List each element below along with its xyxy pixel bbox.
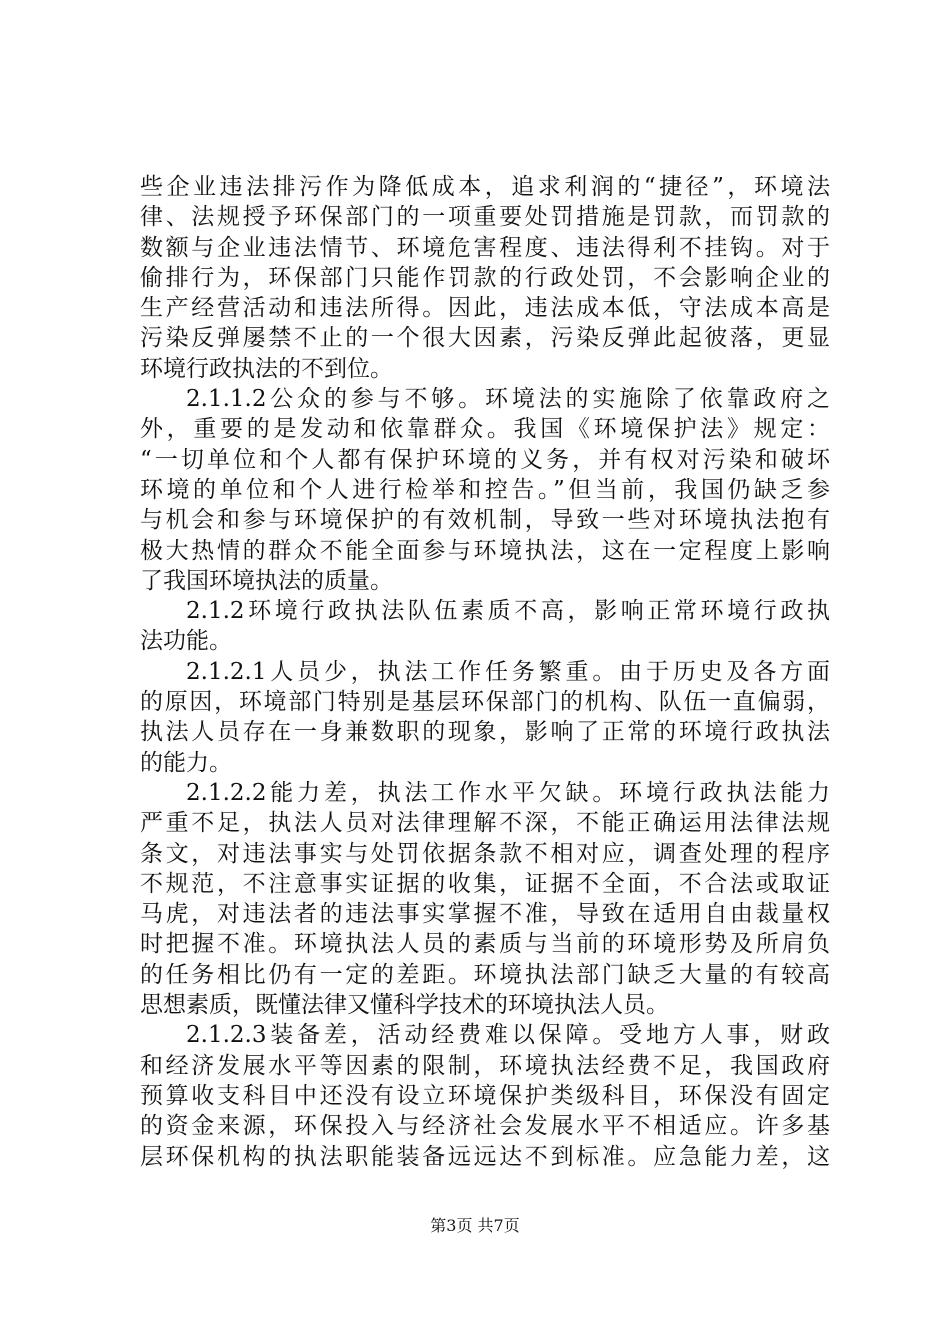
text-line: 2.1.2.1人员少，执法工作任务繁重。由于历史及各方面 bbox=[186, 658, 830, 685]
text-line: 马虎，对违法者的违法事实掌握不准，导致在适用自由裁量权 bbox=[140, 901, 830, 928]
text-line: 执法人员存在一身兼数职的现象，影响了正常的环境行政执法 bbox=[140, 719, 830, 746]
text-line: 不规范，不注意事实证据的收集，证据不全面，不合法或取证 bbox=[140, 870, 830, 897]
text-line: 层环保机构的执法职能装备远远达不到标准。应急能力差，这 bbox=[140, 1143, 830, 1170]
text-line: 偷排行为，环保部门只能作罚款的行政处罚，不会影响企业的 bbox=[140, 264, 830, 291]
text-line: 预算收支科目中还没有设立环境保护类级科目，环保没有固定 bbox=[140, 1082, 830, 1109]
text-line: 与机会和参与环境保护的有效机制，导致一些对环境执法抱有 bbox=[140, 507, 830, 534]
text-line: 环境行政执法的不到位。 bbox=[140, 355, 393, 382]
text-line: 的原因，环境部门特别是基层环保部门的机构、队伍一直偏弱， bbox=[140, 689, 830, 716]
text-line: 2.1.2环境行政执法队伍素质不高，影响正常环境行政执 bbox=[186, 598, 830, 625]
text-line: 法功能。 bbox=[140, 628, 232, 655]
text-line: 思想素质，既懂法律又懂科学技术的环境执法人员。 bbox=[140, 992, 669, 1019]
text-line: 生产经营活动和违法所得。因此，违法成本低，守法成本高是 bbox=[140, 295, 830, 322]
text-line: 2.1.2.3装备差，活动经费难以保障。受地方人事，财政 bbox=[186, 1022, 830, 1049]
text-line: 数额与企业违法情节、环境危害程度、违法得利不挂钩。对于 bbox=[140, 234, 830, 261]
text-line: 时把握不准。环境执法人员的素质与当前的环境形势及所肩负 bbox=[140, 931, 830, 958]
text-line: 律、法规授予环保部门的一项重要处罚措施是罚款，而罚款的 bbox=[140, 204, 830, 231]
text-line: 些企业违法排污作为降低成本，追求利润的“捷径”，环境法 bbox=[140, 174, 830, 200]
body-text bbox=[140, 172, 830, 1172]
text-line: 2.1.2.2能力差，执法工作水平欠缺。环境行政执法能力 bbox=[186, 779, 830, 806]
text-line: “一切单位和个人都有保护环境的义务，并有权对污染和破坏 bbox=[140, 446, 830, 473]
text-line: 的任务相比仍有一定的差距。环境执法部门缺乏大量的有较高 bbox=[140, 961, 830, 988]
page-footer: 第3页 共7页 bbox=[430, 1216, 520, 1235]
text-line: 了我国环境执法的质量。 bbox=[140, 567, 393, 594]
text-line: 的资金来源，环保投入与经济社会发展水平不相适应。许多基 bbox=[140, 1113, 830, 1140]
text-line: 极大热情的群众不能全面参与环境执法，这在一定程度上影响 bbox=[140, 537, 830, 564]
text-line: 严重不足，执法人员对法律理解不深，不能正确运用法律法规 bbox=[140, 810, 830, 837]
text-line: 和经济发展水平等因素的限制，环境执法经费不足，我国政府 bbox=[140, 1052, 830, 1079]
text-line: 的能力。 bbox=[140, 749, 232, 776]
text-line: 条文，对违法事实与处罚依据条款不相对应，调查处理的程序 bbox=[140, 840, 830, 867]
text-line: 2.1.1.2公众的参与不够。环境法的实施除了依靠政府之 bbox=[186, 386, 830, 413]
text-line: 环境的单位和个人进行检举和控告。”但当前，我国仍缺乏参 bbox=[140, 476, 830, 503]
text-line: 污染反弹屡禁不止的一个很大因素，污染反弹此起彼落，更显 bbox=[140, 325, 830, 352]
text-line: 外，重要的是发动和依靠群众。我国《环境保护法》规定： bbox=[140, 416, 830, 443]
